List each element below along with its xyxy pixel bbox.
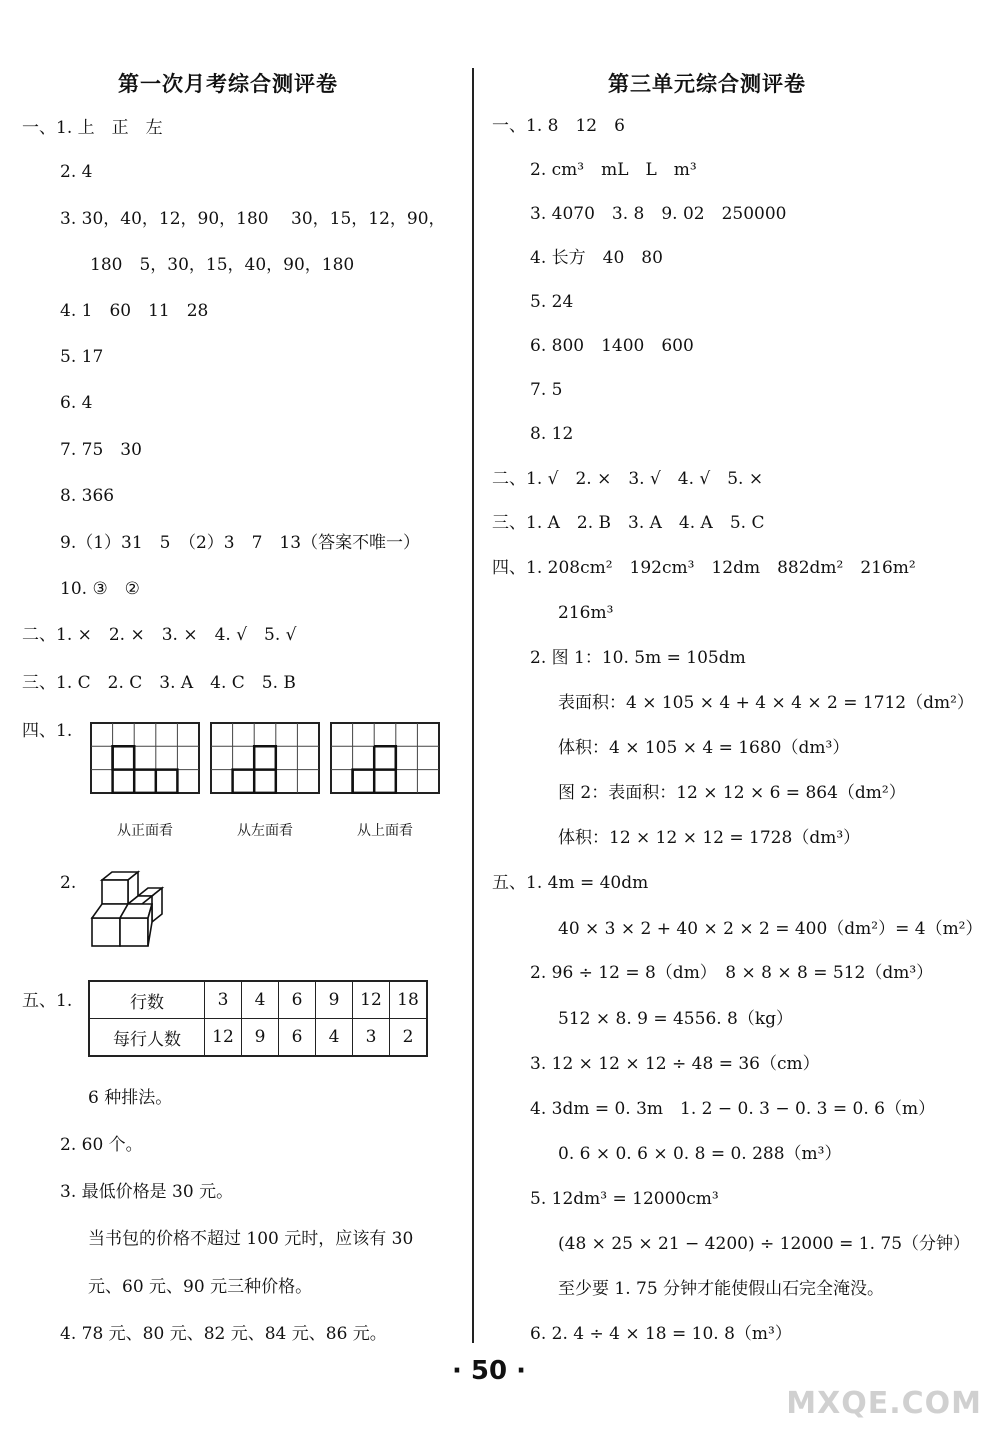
answer-line: 6. 2. 4 ÷ 4 × 18 = 10. 8（m³） — [530, 1324, 792, 1344]
answer-line: 6 种排法。 — [88, 1088, 173, 1108]
answer-line: 3. 4070 3. 8 9. 02 250000 — [530, 204, 787, 224]
answer-line: 40 × 3 × 2 + 40 × 2 × 2 = 400（dm²）= 4（m²） — [558, 919, 983, 939]
answer-line: 至少要 1. 75 分钟才能使假山石完全淹没。 — [558, 1279, 885, 1299]
answer-line: 5. 17 — [60, 347, 104, 367]
page-number: · 50 · — [452, 1356, 527, 1386]
answer-line: 9.（1）31 5 （2）3 7 13（答案不唯一） — [60, 533, 421, 553]
answer-line: 6. 800 1400 600 — [530, 336, 694, 356]
answer-line: 4. 3dm = 0. 3m 1. 2 − 0. 3 − 0. 3 = 0. 6（m） — [530, 1099, 936, 1119]
answer-line: 512 × 8. 9 = 4556. 8（kg） — [558, 1009, 794, 1029]
answer-line: 一、1. 8 12 6 — [492, 116, 625, 136]
left-view-grid — [210, 722, 320, 794]
view-caption-front: 从正面看 — [117, 823, 173, 839]
table-cell: 12 — [353, 981, 390, 1019]
column-divider — [472, 68, 474, 1343]
answer-line: 7. 75 30 — [60, 440, 142, 460]
table-cell: 12 — [205, 1019, 242, 1057]
table-cell: 6 — [279, 981, 316, 1019]
answer-line: 2. 4 — [60, 162, 93, 182]
answer-line: 当书包的价格不超过 100 元时，应该有 30 — [88, 1229, 414, 1249]
answer-line: 二、1. √ 2. × 3. √ 4. √ 5. × — [492, 469, 764, 489]
answer-line: 10. ③ ② — [60, 579, 140, 599]
view-caption-left: 从左面看 — [237, 823, 293, 839]
table-cell: 4 — [242, 981, 279, 1019]
left-title: 第一次月考综合测评卷 — [118, 72, 338, 96]
table-cell: 4 — [316, 1019, 353, 1057]
answer-line: 6. 4 — [60, 393, 93, 413]
answer-line: 4. 1 60 11 28 — [60, 301, 209, 321]
table-cell: 3 — [353, 1019, 390, 1057]
answer-line: 0. 6 × 0. 6 × 0. 8 = 0. 288（m³） — [558, 1144, 842, 1164]
view-caption-top: 从上面看 — [357, 823, 413, 839]
answer-line: 216m³ — [558, 603, 614, 623]
answer-line: 图 2：表面积：12 × 12 × 6 = 864（dm²） — [558, 783, 906, 803]
table-cell: 18 — [390, 981, 428, 1019]
right-title: 第三单元综合测评卷 — [608, 72, 806, 96]
watermark-text: MXQE.COM — [786, 1386, 982, 1421]
answer-line: 三、1. C 2. C 3. A 4. C 5. B — [22, 673, 296, 693]
answer-line: 二、1. × 2. × 3. × 4. √ 5. √ — [22, 625, 297, 645]
answer-line: 3. 30，40，12，90，180 30，15，12，90， — [60, 209, 446, 229]
table-row — [89, 981, 427, 1019]
answer-line: 8. 12 — [530, 424, 574, 444]
answer-line: 5. 12dm³ = 12000cm³ — [530, 1189, 719, 1209]
answer-line: 一、1. 上 正 左 — [22, 118, 163, 138]
answer-line: 5. 24 — [530, 292, 574, 312]
table-cell: 9 — [316, 981, 353, 1019]
answer-line: 2. 60 个。 — [60, 1135, 143, 1155]
answer-line: 五、1. 4m = 40dm — [492, 873, 649, 893]
answer-line: 2. 图 1：10. 5m = 105dm — [530, 648, 746, 668]
answer-line: 元、60 元、90 元三种价格。 — [88, 1277, 313, 1297]
answer-line: 4. 78 元、80 元、82 元、84 元、86 元。 — [60, 1324, 387, 1344]
table-cell: 行数 — [89, 981, 205, 1019]
answer-line: 4. 长方 40 80 — [530, 248, 663, 268]
answer-line: 7. 5 — [530, 380, 563, 400]
answer-line: 2. cm³ mL L m³ — [530, 160, 697, 180]
front-view-grid — [90, 722, 200, 794]
answer-line: 2. — [60, 873, 77, 893]
table-row — [89, 1019, 427, 1057]
table-cell: 9 — [242, 1019, 279, 1057]
table-cell: 每行人数 — [89, 1019, 205, 1057]
answer-line: 180 5，30，15，40，90，180 — [90, 255, 355, 275]
top-view-grid — [330, 722, 440, 794]
answer-line: 8. 366 — [60, 486, 115, 506]
table-cell: 6 — [279, 1019, 316, 1057]
answer-line: 五、1. — [22, 991, 73, 1011]
answer-line: 三、1. A 2. B 3. A 4. A 5. C — [492, 513, 765, 533]
answer-line: 表面积：4 × 105 × 4 + 4 × 4 × 2 = 1712（dm²） — [558, 693, 974, 713]
answer-line: 四、1. — [22, 721, 73, 741]
arrangement-table — [88, 980, 428, 1057]
table-cell: 3 — [205, 981, 242, 1019]
table-cell: 2 — [390, 1019, 428, 1057]
answer-line: 3. 最低价格是 30 元。 — [60, 1182, 234, 1202]
answer-line: 体积：4 × 105 × 4 = 1680（dm³） — [558, 738, 850, 758]
answer-line: 四、1. 208cm² 192cm³ 12dm 882dm² 216m² — [492, 558, 916, 578]
answer-line: 2. 96 ÷ 12 = 8（dm） 8 × 8 × 8 = 512（dm³） — [530, 963, 934, 983]
answer-line: (48 × 25 × 21 − 4200) ÷ 12000 = 1. 75（分钟） — [558, 1234, 971, 1254]
cube-stack-figure — [90, 868, 170, 950]
answer-line: 3. 12 × 12 × 12 ÷ 48 = 36（cm） — [530, 1054, 820, 1074]
answer-line: 体积：12 × 12 × 12 = 1728（dm³） — [558, 828, 861, 848]
